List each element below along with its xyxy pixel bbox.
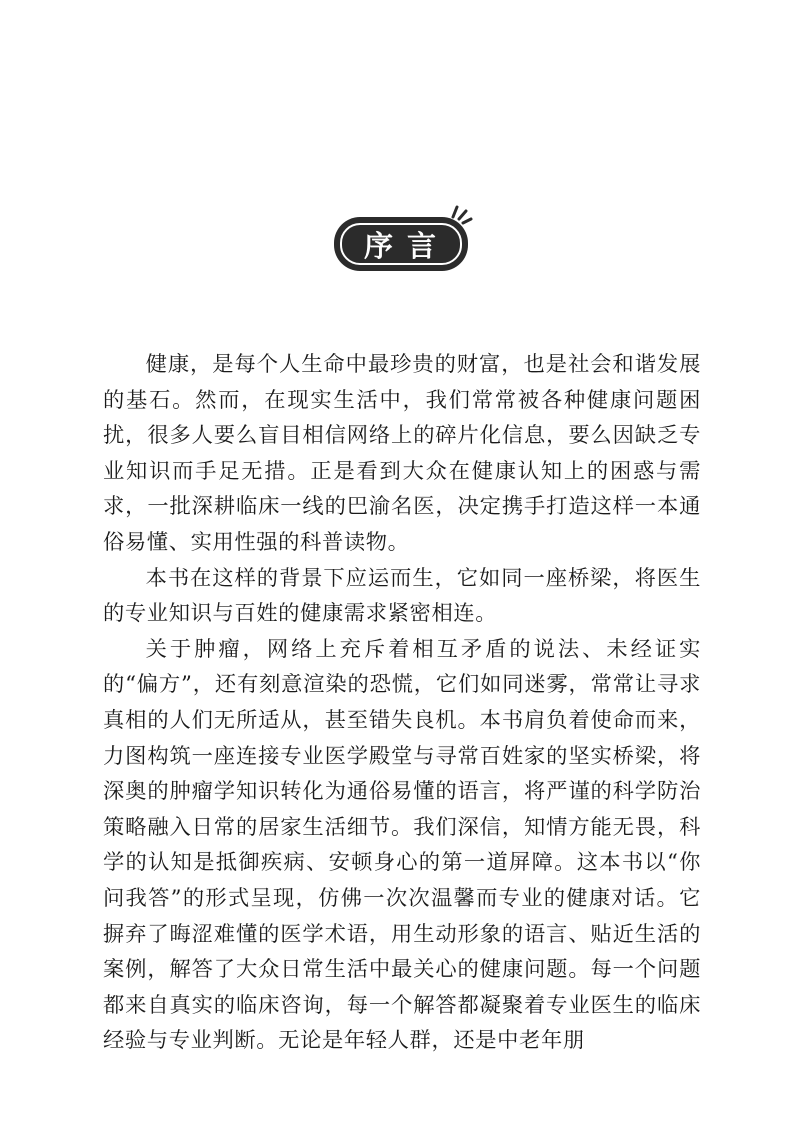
- paragraph-1: 健康，是每个人生命中最珍贵的财富，也是社会和谐发展的基石。然而，在现实生活中，我们常常被各种健康问题困扰，很多人要么盲目相信网络上的碎片化信息，要么因缺乏专业知识而手足无措。正是看到大众在健康认知上的困惑与需求，一批深耕临床一线的巴渝名医，决定携手打造这样一本通俗易懂、实用性强的科普读物。: [103, 352, 701, 555]
- page-title: 序言: [363, 228, 450, 263]
- paragraph-3: 关于肿瘤，网络上充斥着相互矛盾的说法、未经证实的“偏方”，还有刻意渲染的恐慌，它们如同迷雾，常常让寻求真相的人们无所适从，甚至错失良机。本书肩负着使命而来，力图构筑一座连接专业医学殿堂与寻常百姓家的坚实桥梁，将深奥的肿瘤学知识转化为通俗易懂的语言，将严谨的科学防治策略融入日常的居家生活细节。我们深信，知情方能无畏，科学的认知是抵御疾病、安顿身心的第一道屏障。这本书以“你问我答”的形式呈现，仿佛一次次温馨而专业的健康对话。它摒弃了晦涩难懂的医学术语，用生动形象的语言、贴近生活的案例，解答了大众日常生活中最关心的健康问题。每一个问题都来自真实的临床咨询，每一个解答都凝聚着专业医生的临床经验与专业判断。无论是年轻人群，还是中老年朋: [103, 636, 701, 1054]
- title-badge: [334, 217, 468, 271]
- title-badge-wrapper: [332, 203, 476, 275]
- preface-body: [103, 347, 701, 1059]
- paragraph-2: 本书在这样的背景下应运而生，它如同一座桥梁，将医生的专业知识与百姓的健康需求紧密相连。: [103, 565, 701, 627]
